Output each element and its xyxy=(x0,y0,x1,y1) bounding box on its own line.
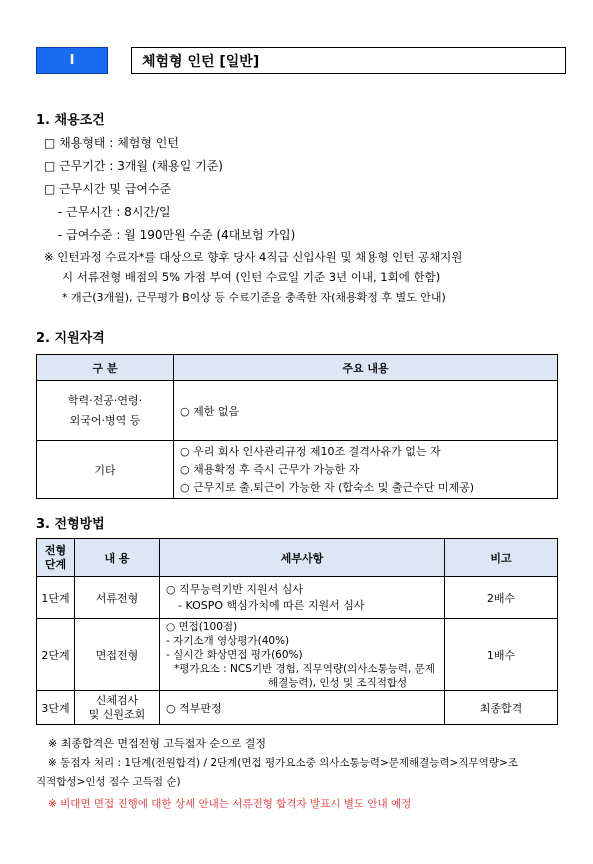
row-content: ○ 제한 없음 xyxy=(174,381,558,441)
condition-subline: - 근무시간 : 8시간/일 xyxy=(58,205,171,219)
details-cell: ○ 직무능력기반 지원서 심사 - KOSPO 핵심가치에 따른 지원서 심사 xyxy=(160,577,445,619)
note-online-interview: ※ 비대면 면접 진행에 대한 상세 안내는 서류전형 합격자 발표시 별도 안내 예정 xyxy=(48,798,412,810)
table-row xyxy=(37,577,558,619)
column-header: 비고 xyxy=(445,539,558,577)
note-line: ※ 인턴과정 수료자*를 대상으로 향후 당사 4직급 신입사원 및 채용형 인턴 공채지원 xyxy=(44,250,463,264)
column-header: 전형 단계 xyxy=(37,539,75,577)
note-tie-break: ※ 동점자 처리 : 1단계(전원합격) / 2단계(면접 평가요소중 의사소통능력>문제해결능력>직무역량>조 xyxy=(48,757,518,769)
stage-name-cell: 신체검사 및 신원조회 xyxy=(75,691,160,725)
section-header xyxy=(36,47,566,74)
column-header: 주요 내용 xyxy=(174,355,558,381)
heading-selection-method: 3. 전형방법 xyxy=(36,517,105,532)
note-cell: 최종합격 xyxy=(445,691,558,725)
selection-table xyxy=(36,538,558,725)
note-tie-break-cont: 직적합성>인성 점수 고득점 순) xyxy=(36,776,181,788)
stage-name-cell: 면접전형 xyxy=(75,619,160,691)
table-row xyxy=(37,381,558,441)
section-title: 체험형 인턴 [일반] xyxy=(131,47,566,74)
note-line: * 개근(3개월), 근무평가 B이상 등 수료기준을 충족한 자(채용확정 후 별도 안내) xyxy=(62,291,446,304)
row-label: 학력·전공·연령· 외국어·병역 등 xyxy=(37,381,174,441)
table-header-row xyxy=(37,355,558,381)
note-line: 시 서류전형 배점의 5% 가점 부여 (인턴 수료일 기준 3년 이내, 1회에 한함) xyxy=(62,270,441,284)
details-cell: ○ 면접(100점) - 자기소개 영상평가(40%) - 실시간 화상면접 평가(60%) *평가요소 : NCS기반 경험, 직무역량(의사소통능력, 문제 해결능력), 인성 및 조직적합성 xyxy=(160,619,445,691)
section-number-badge: Ⅰ xyxy=(36,47,108,74)
row-label: 기타 xyxy=(37,441,174,499)
condition-line: □ 채용형태 : 체험형 인턴 xyxy=(44,136,179,150)
column-header: 구 분 xyxy=(37,355,174,381)
column-header: 세부사항 xyxy=(160,539,445,577)
note-final-pass: ※ 최종합격은 면접전형 고득점자 순으로 결정 xyxy=(48,737,266,750)
note-cell: 2배수 xyxy=(445,577,558,619)
table-row xyxy=(37,441,558,499)
details-cell: ○ 적부판정 xyxy=(160,691,445,725)
table-row xyxy=(37,691,558,725)
stage-name-cell: 서류전형 xyxy=(75,577,160,619)
condition-subline: - 급여수준 : 월 190만원 수준 (4대보험 가입) xyxy=(58,228,296,242)
qualifications-table xyxy=(36,354,558,499)
stage-cell: 1단계 xyxy=(37,577,75,619)
row-content: ○ 우리 회사 인사관리규정 제10조 결격사유가 없는 자 ○ 채용확정 후 즉시 근무가 가능한 자 ○ 근무지로 출.퇴근이 가능한 자 (합숙소 및 출근수단 미제공) xyxy=(174,441,558,499)
heading-employment-conditions: 1. 채용조건 xyxy=(36,113,105,128)
heading-qualifications: 2. 지원자격 xyxy=(36,331,105,346)
column-header: 내 용 xyxy=(75,539,160,577)
condition-line: □ 근무기간 : 3개월 (채용일 기준) xyxy=(44,159,223,173)
note-cell: 1배수 xyxy=(445,619,558,691)
stage-cell: 3단계 xyxy=(37,691,75,725)
table-header-row xyxy=(37,539,558,577)
table-row xyxy=(37,619,558,691)
stage-cell: 2단계 xyxy=(37,619,75,691)
condition-line: □ 근무시간 및 급여수준 xyxy=(44,182,172,196)
